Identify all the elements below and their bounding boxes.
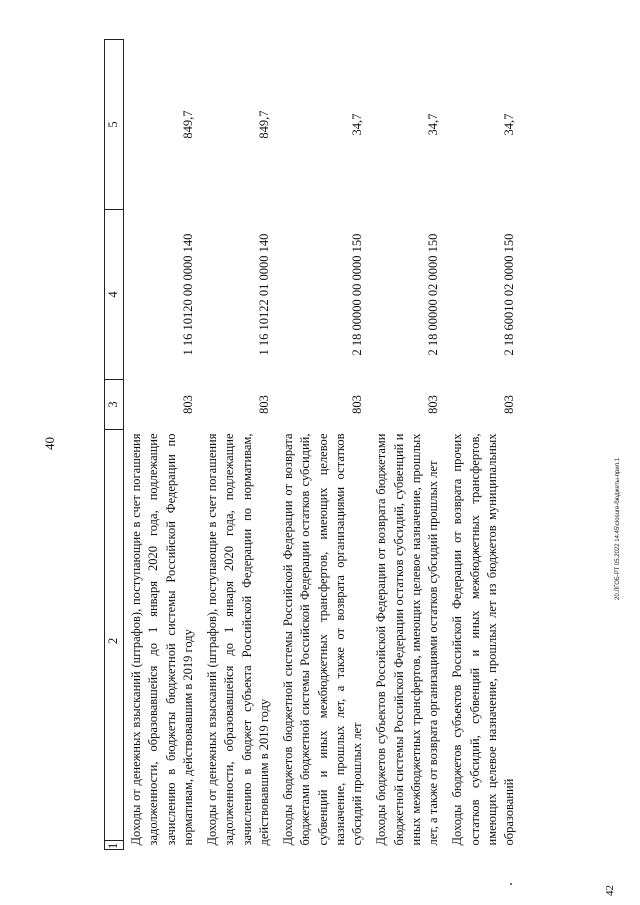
page-number: 40 [42,437,57,450]
row-budget-code: 2 18 60010 02 0000 150 [502,233,516,356]
header-col-2-label: 2 [106,637,121,644]
row-budget-code: 2 18 00000 00 0000 150 [350,233,364,356]
header-col-5: 5 [105,40,124,210]
row-amount: 34,7 [350,113,364,136]
row-admin-code: 803 [180,395,195,414]
scan-dot [510,883,512,885]
header-col-1: 1 [105,840,122,849]
row-amount: 34,7 [502,113,516,136]
revenue-table [104,39,521,850]
file-path-note: 20.ЛГОБ-РТ 05.2022 14:45\closure-бюджеты-прил.1 [615,457,621,600]
row-description: Доходы от денежных взысканий (штрафов), поступающие в счет погашения задолженности, образовавшейся до 1 января 2020 года, подлежащие зачислению в бюджет субъекта Российской Федерации по нормативам, действовавшим в 2019 году [205,433,271,846]
table-header-row [105,40,124,850]
row-description: Доходы от денежных взысканий (штрафов), поступающие в счет погашения задолженности, образовавшейся до 1 января 2020 года, подлежащие зачислению в бюджеты бюджетной системы Российской Федерации по нормативам, действовавшим в 2019 году [129,433,195,846]
row-budget-code: 1 16 10122 01 0000 140 [256,233,271,356]
row-description: Доходы бюджетов субъектов Российской Федерации от возврата бюджетами бюджетной системы Российской Федерации остатков субсидий, субвенций и иных межбюджетных трансфертов, имеющих целевое назначение, прошлых лет, а также от возврата организациями остатков субсидий прошлых лет [374,433,440,846]
row-amount: 849,7 [256,110,271,139]
table-row [200,40,276,850]
header-col-2 [105,430,124,850]
rotated-table-container [104,40,544,850]
table-row [445,40,521,850]
header-col-4: 4 [105,210,124,380]
row-admin-code: 803 [502,395,516,414]
row-amount: 849,7 [180,110,195,139]
header-col-3: 3 [105,380,124,430]
table-row [369,40,445,850]
row-budget-code: 2 18 00000 02 0000 150 [426,233,440,356]
row-budget-code: 1 16 10120 00 0000 140 [180,233,195,356]
row-description: Доходы бюджетов субъектов Российской Федерации от возврата прочих остатков субсидий, субвенций и иных межбюджетных трансфертов, имеющих целевое назначение, прошлых лет из бюджетов муниципальных образований [450,433,516,846]
row-admin-code: 803 [256,395,271,414]
row-admin-code: 803 [426,395,440,414]
row-amount: 34,7 [426,113,440,136]
row-admin-code: 803 [350,395,364,414]
corner-mark: 42 [604,885,616,896]
row-description: Доходы бюджетов бюджетной системы Российской Федерации от возврата бюджетами бюджетной системы Российской Федерации остатков субсидий, субвенций и иных межбюджетных трансфертов, имеющих целевое назначение, прошлых лет, а также от возврата организациями остатков субсидий прошлых лет [281,433,364,846]
table-row [124,40,201,850]
table-row [276,40,369,850]
